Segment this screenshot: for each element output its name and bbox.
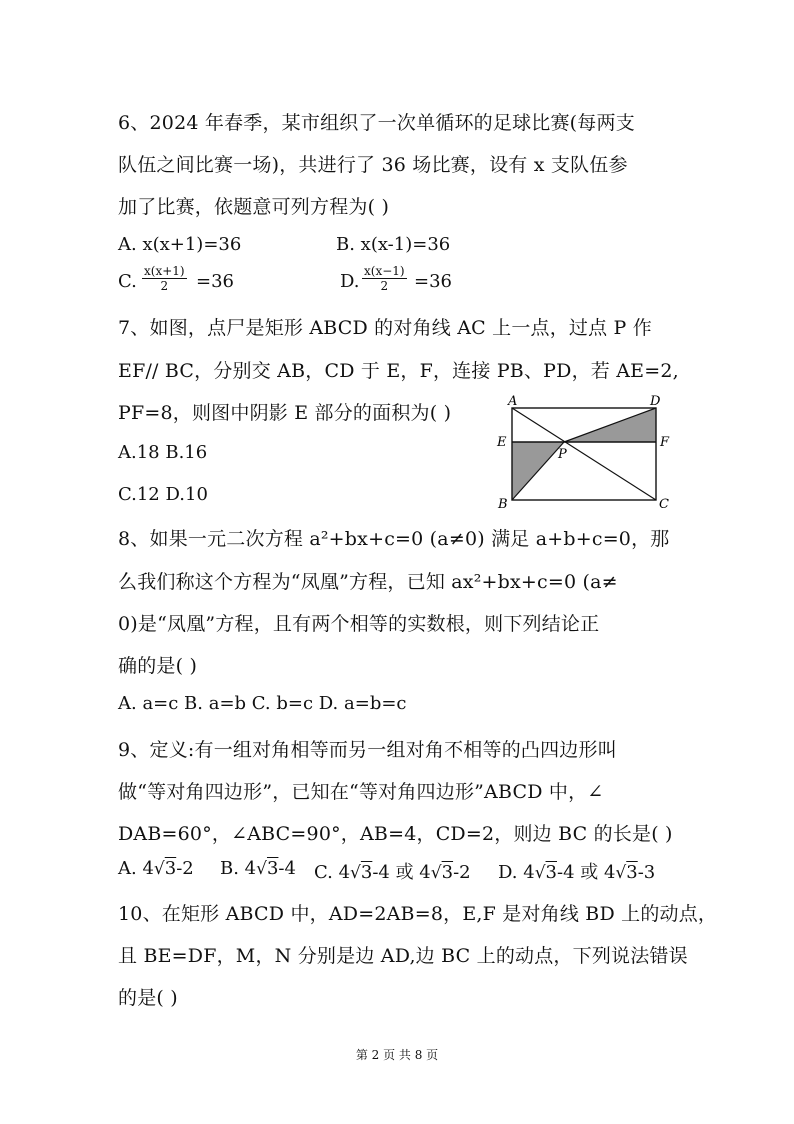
q6-option-c-fraction	[142, 264, 187, 293]
q7-line-3: PF=8，则图中阴影 E 部分的面积为( )	[118, 402, 452, 424]
q6-option-d-fraction	[362, 264, 407, 293]
q6-option-c-numerator: x(x+1)	[144, 264, 185, 278]
q6-option-a: A. x(x+1)=36	[118, 234, 242, 255]
q10-line-2: 且 BE=DF，M，N 分别是边 AD,边 BC 上的动点，下列说法错误	[118, 945, 688, 967]
q10-line-1: 10、在矩形 ABCD 中，AD=2AB=8，E,F 是对角线 BD 上的动点，	[118, 903, 718, 925]
q6-option-d-label: D.	[340, 271, 360, 292]
label-d: D	[650, 394, 661, 409]
q9-option-a: A. 4√3-2	[118, 858, 194, 879]
label-f: F	[660, 435, 670, 450]
q6-option-c-label: C.	[118, 271, 137, 292]
page-footer: 第 2 页 共 8 页	[355, 1048, 439, 1062]
q7-line-1: 7、如图，点尸是矩形 ABCD 的对角线 AC 上一点，过点 P 作	[118, 317, 652, 339]
label-p: P	[558, 447, 567, 462]
q6-option-d-numerator: x(x−1)	[364, 264, 405, 278]
q8-line-4: 确的是( )	[118, 655, 198, 677]
q6-option-c-rhs: =36	[196, 271, 234, 292]
q9-option-b: B. 4√3-4	[220, 858, 296, 879]
q6-option-d-denominator: 2	[380, 279, 389, 293]
q8-line-1: 8、如果一元二次方程 a²+bx+c=0 (a≠0) 满足 a+b+c=0，那	[118, 528, 670, 550]
q9-line-2: 做“等对角四边形”，已知在“等对角四边形”ABCD 中，∠	[118, 781, 604, 803]
label-b: B	[498, 497, 508, 510]
q8-line-2: 么我们称这个方程为“凤凰”方程，已知 ax²+bx+c=0 (a≠	[118, 571, 618, 593]
q8-line-3: 0)是“凤凰”方程，且有两个相等的实数根，则下列结论正	[118, 613, 600, 635]
q7-figure	[494, 392, 674, 510]
q6-line-2: 队伍之间比赛一场)，共进行了 36 场比赛，设有 x 支队伍参	[118, 154, 628, 176]
q9-option-d: D. 4√3-4 或 4√3-3	[498, 862, 656, 883]
label-e: E	[497, 435, 507, 450]
q7-options-ab: A.18 B.16	[118, 442, 208, 463]
q6-line-1: 6、2024 年春季，某市组织了一次单循环的足球比赛(每两支	[118, 112, 635, 134]
q9-option-c: C. 4√3-4 或 4√3-2	[314, 862, 471, 883]
q6-option-b: B. x(x-1)=36	[336, 234, 451, 255]
label-c: C	[659, 497, 669, 510]
q9-line-3: DAB=60°，∠ABC=90°，AB=4，CD=2，则边 BC 的长是( )	[118, 823, 673, 845]
q8-options: A. a=c B. a=b C. b=c D. a=b=c	[118, 693, 407, 714]
q7-options-cd: C.12 D.10	[118, 484, 208, 505]
q10-line-3: 的是( )	[118, 987, 178, 1009]
q9-line-1: 9、定义:有一组对角相等而另一组对角不相等的凸四边形叫	[118, 739, 617, 761]
q7-line-2: EF// BC，分别交 AB，CD 于 E，F，连接 PB、PD，若 AE=2,	[118, 360, 679, 382]
label-a: A	[508, 394, 518, 409]
q6-option-d-rhs: =36	[414, 271, 452, 292]
q6-option-c-denominator: 2	[160, 279, 169, 293]
q6-line-3: 加了比赛，依题意可列方程为( )	[118, 196, 390, 218]
